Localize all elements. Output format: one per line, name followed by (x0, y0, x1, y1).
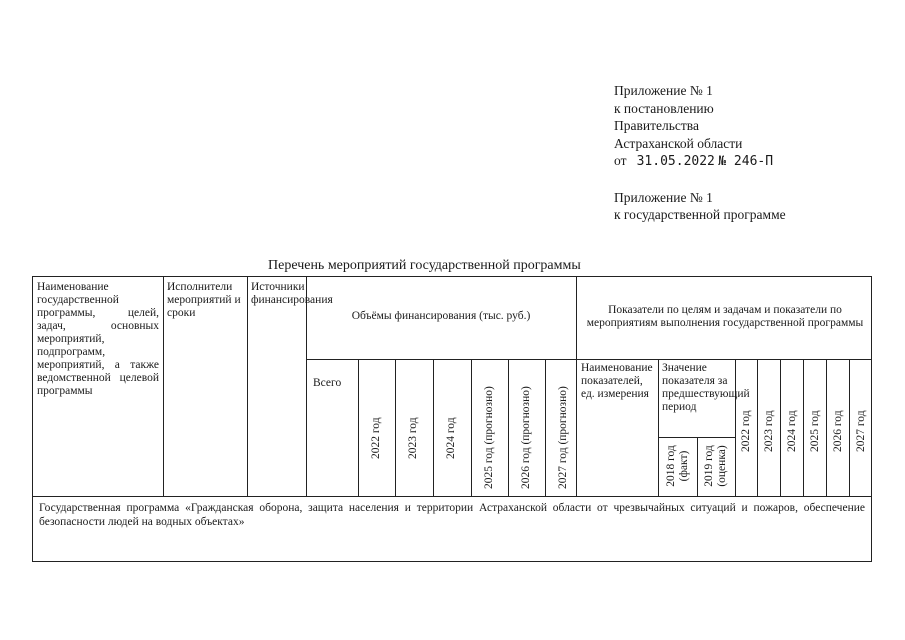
decree-date: 31.05.2022 (636, 154, 715, 169)
indicator-year-2022: 2022 год (740, 410, 752, 452)
appendix-to-program: к государственной программе (614, 207, 786, 222)
header-total: Всего (313, 377, 342, 389)
appendix-government: Правительства (614, 118, 699, 133)
header-indicator-name: Наименование показателей, ед. измерения (581, 362, 653, 400)
header-sources: Источники финансирования (251, 281, 333, 306)
appendix-region: Астраханской области (614, 135, 743, 151)
funding-year-2024: 2024 год (445, 417, 457, 459)
decree-date-prefix: от (614, 153, 627, 168)
decree-date-line (614, 152, 786, 171)
header-funding: Объёмы финансирования (тыс. руб.) (351, 310, 531, 322)
decree-number: № 246-П (718, 154, 774, 169)
prior-year-2018: 2018 год (факт) (665, 445, 690, 487)
indicator-year-2025: 2025 год (809, 410, 821, 452)
funding-year-2026: 2026 год (прогнозно) (520, 386, 532, 489)
header-indicators: Показатели по целям и задачам и показатели по мероприятиям выполнения государственной программы (586, 304, 864, 329)
funding-year-2027: 2027 год (прогнозно) (557, 386, 569, 489)
indicator-year-2026: 2026 год (832, 410, 844, 452)
header-executors: Исполнители мероприятий и сроки (167, 281, 241, 319)
program-row: Государственная программа «Гражданская оборона, защита населения и территории Астраханской области от чрезвычайных ситуаций и пожаров, обеспечение безопасности людей на водных объектах» (39, 502, 865, 528)
indicator-year-2024: 2024 год (786, 410, 798, 452)
indicator-year-2027: 2027 год (855, 410, 867, 452)
appendix-block (614, 82, 786, 224)
funding-year-2022: 2022 год (370, 417, 382, 459)
measures-table (32, 276, 872, 562)
appendix-title: Приложение № 1 (614, 83, 713, 98)
header-prior-value: Значение показателя за предшествующий период (662, 362, 750, 413)
prior-year-2019: 2019 год (оценка) (703, 445, 728, 487)
funding-year-2023: 2023 год (407, 417, 419, 459)
table-title: Перечень мероприятий государственной программы (268, 258, 581, 273)
indicator-year-2023: 2023 год (763, 410, 775, 452)
appendix-to-decree: к постановлению (614, 100, 714, 116)
appendix-program-title: Приложение № 1 (614, 189, 713, 205)
funding-year-2025: 2025 год (прогнозно) (483, 386, 495, 489)
header-name: Наименование государственной программы, целей, задач, основных мероприятий, подпрограмм, мероприятий, а также ведомственной целевой программы (37, 281, 159, 397)
